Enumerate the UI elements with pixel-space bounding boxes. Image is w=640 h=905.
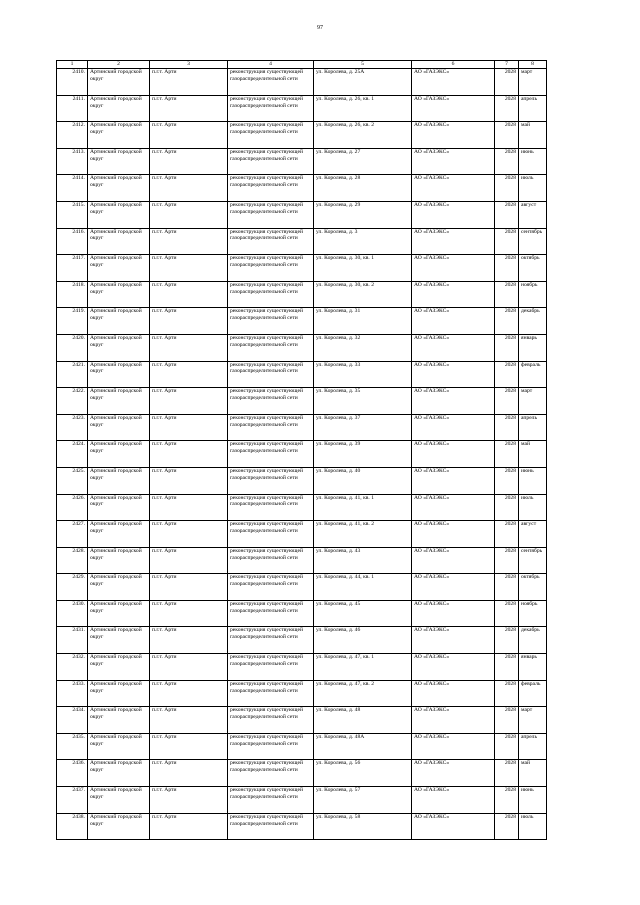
cell-month: август — [519, 201, 547, 228]
cell-work-type: реконструкция существующей газораспределительной сети — [228, 201, 314, 228]
cell-organization: АО «ГАЗЭКС» — [412, 760, 495, 787]
table-row — [57, 654, 547, 681]
cell-row-number: 2418. — [57, 281, 88, 308]
cell-row-number: 2424. — [57, 441, 88, 468]
table-row — [57, 414, 547, 441]
table-body — [57, 69, 547, 840]
cell-work-type: реконструкция существующей газораспределительной сети — [228, 69, 314, 96]
cell-month: февраль — [519, 361, 547, 388]
cell-district: Артинский городской округ — [88, 787, 150, 814]
cell-month: апрель — [519, 414, 547, 441]
cell-address: ул. Королева, д. 46 — [314, 627, 412, 654]
cell-address: ул. Королева, д. 28 — [314, 175, 412, 202]
table-row — [57, 494, 547, 521]
table-row — [57, 281, 547, 308]
cell-month: июль — [519, 175, 547, 202]
cell-address: ул. Королева, д. 31 — [314, 308, 412, 335]
cell-district: Артинский городской округ — [88, 441, 150, 468]
cell-address: ул. Королева, д. 40 — [314, 467, 412, 494]
cell-work-type: реконструкция существующей газораспределительной сети — [228, 361, 314, 388]
cell-month: декабрь — [519, 308, 547, 335]
cell-month: май — [519, 122, 547, 149]
cell-address: ул. Королева, д. 41, кв. 1 — [314, 494, 412, 521]
cell-district: Артинский городской округ — [88, 414, 150, 441]
cell-address: ул. Королева, д. 47, кв. 2 — [314, 680, 412, 707]
cell-row-number: 2427. — [57, 521, 88, 548]
column-header: 4 — [228, 61, 314, 69]
cell-month: июнь — [519, 787, 547, 814]
cell-organization: АО «ГАЗЭКС» — [412, 281, 495, 308]
cell-row-number: 2431. — [57, 627, 88, 654]
cell-district: Артинский городской округ — [88, 175, 150, 202]
cell-row-number: 2426. — [57, 494, 88, 521]
cell-organization: АО «ГАЗЭКС» — [412, 122, 495, 149]
cell-work-type: реконструкция существующей газораспределительной сети — [228, 281, 314, 308]
cell-settlement: п.г.т. Арти — [150, 733, 228, 760]
cell-district: Артинский городской округ — [88, 69, 150, 96]
cell-address: ул. Королева, д. 30, кв. 2 — [314, 281, 412, 308]
cell-organization: АО «ГАЗЭКС» — [412, 467, 495, 494]
cell-district: Артинский городской округ — [88, 467, 150, 494]
cell-settlement: п.г.т. Арти — [150, 95, 228, 122]
cell-settlement: п.г.т. Арти — [150, 494, 228, 521]
cell-address: ул. Королева, д. 32 — [314, 334, 412, 361]
table-row — [57, 680, 547, 707]
cell-organization: АО «ГАЗЭКС» — [412, 494, 495, 521]
cell-organization: АО «ГАЗЭКС» — [412, 787, 495, 814]
cell-settlement: п.г.т. Арти — [150, 228, 228, 255]
column-header: 6 — [412, 61, 495, 69]
cell-settlement: п.г.т. Арти — [150, 308, 228, 335]
cell-year: 2028 — [495, 494, 519, 521]
cell-address: ул. Королева, д. 35 — [314, 388, 412, 415]
cell-settlement: п.г.т. Арти — [150, 441, 228, 468]
cell-month: сентябрь — [519, 228, 547, 255]
cell-settlement: п.г.т. Арти — [150, 521, 228, 548]
cell-address: ул. Королева, д. 57 — [314, 787, 412, 814]
cell-year: 2028 — [495, 760, 519, 787]
cell-work-type: реконструкция существующей газораспределительной сети — [228, 787, 314, 814]
cell-district: Артинский городской округ — [88, 813, 150, 840]
cell-work-type: реконструкция существующей газораспределительной сети — [228, 95, 314, 122]
cell-year: 2028 — [495, 654, 519, 681]
cell-month: ноябрь — [519, 600, 547, 627]
cell-district: Артинский городской округ — [88, 334, 150, 361]
cell-work-type: реконструкция существующей газораспределительной сети — [228, 175, 314, 202]
cell-month: ноябрь — [519, 281, 547, 308]
cell-organization: АО «ГАЗЭКС» — [412, 733, 495, 760]
cell-organization: АО «ГАЗЭКС» — [412, 813, 495, 840]
cell-address: ул. Королева, д. 58 — [314, 813, 412, 840]
cell-month: май — [519, 441, 547, 468]
cell-district: Артинский городской округ — [88, 494, 150, 521]
cell-work-type: реконструкция существующей газораспределительной сети — [228, 441, 314, 468]
cell-row-number: 2413. — [57, 148, 88, 175]
cell-district: Артинский городской округ — [88, 148, 150, 175]
cell-row-number: 2433. — [57, 680, 88, 707]
cell-organization: АО «ГАЗЭКС» — [412, 388, 495, 415]
cell-row-number: 2436. — [57, 760, 88, 787]
column-header: 8 — [519, 61, 547, 69]
cell-settlement: п.г.т. Арти — [150, 281, 228, 308]
cell-work-type: реконструкция существующей газораспределительной сети — [228, 521, 314, 548]
cell-year: 2028 — [495, 521, 519, 548]
table-row — [57, 228, 547, 255]
cell-settlement: п.г.т. Арти — [150, 69, 228, 96]
cell-row-number: 2412. — [57, 122, 88, 149]
cell-work-type: реконструкция существующей газораспределительной сети — [228, 627, 314, 654]
cell-district: Артинский городской округ — [88, 574, 150, 601]
cell-settlement: п.г.т. Арти — [150, 122, 228, 149]
cell-year: 2028 — [495, 228, 519, 255]
cell-work-type: реконструкция существующей газораспределительной сети — [228, 255, 314, 282]
cell-row-number: 2429. — [57, 574, 88, 601]
cell-year: 2028 — [495, 574, 519, 601]
cell-settlement: п.г.т. Арти — [150, 201, 228, 228]
column-header: 5 — [314, 61, 412, 69]
cell-work-type: реконструкция существующей газораспределительной сети — [228, 308, 314, 335]
cell-district: Артинский городской округ — [88, 255, 150, 282]
cell-settlement: п.г.т. Арти — [150, 361, 228, 388]
cell-work-type: реконструкция существующей газораспределительной сети — [228, 547, 314, 574]
cell-work-type: реконструкция существующей газораспределительной сети — [228, 388, 314, 415]
cell-month: июль — [519, 494, 547, 521]
cell-month: июнь — [519, 467, 547, 494]
cell-month: январь — [519, 654, 547, 681]
cell-year: 2028 — [495, 308, 519, 335]
cell-organization: АО «ГАЗЭКС» — [412, 521, 495, 548]
cell-settlement: п.г.т. Арти — [150, 574, 228, 601]
cell-organization: АО «ГАЗЭКС» — [412, 707, 495, 734]
cell-district: Артинский городской округ — [88, 733, 150, 760]
cell-district: Артинский городской округ — [88, 627, 150, 654]
table-row — [57, 175, 547, 202]
table-row — [57, 255, 547, 282]
cell-month: март — [519, 707, 547, 734]
cell-row-number: 2417. — [57, 255, 88, 282]
cell-year: 2028 — [495, 148, 519, 175]
cell-organization: АО «ГАЗЭКС» — [412, 255, 495, 282]
cell-settlement: п.г.т. Арти — [150, 414, 228, 441]
cell-month: апрель — [519, 733, 547, 760]
cell-row-number: 2437. — [57, 787, 88, 814]
cell-settlement: п.г.т. Арти — [150, 627, 228, 654]
table-row — [57, 201, 547, 228]
cell-month: июнь — [519, 148, 547, 175]
cell-settlement: п.г.т. Арти — [150, 707, 228, 734]
cell-settlement: п.г.т. Арти — [150, 175, 228, 202]
cell-year: 2028 — [495, 467, 519, 494]
cell-address: ул. Королева, д. 47, кв. 1 — [314, 654, 412, 681]
cell-year: 2028 — [495, 95, 519, 122]
cell-address: ул. Королева, д. 26, кв. 2 — [314, 122, 412, 149]
cell-year: 2028 — [495, 201, 519, 228]
column-header: 7 — [495, 61, 519, 69]
table-row — [57, 733, 547, 760]
table-row — [57, 521, 547, 548]
table-row — [57, 334, 547, 361]
cell-district: Артинский городской округ — [88, 201, 150, 228]
cell-row-number: 2435. — [57, 733, 88, 760]
cell-address: ул. Королева, д. 48А — [314, 733, 412, 760]
cell-district: Артинский городской округ — [88, 707, 150, 734]
page-number: 97 — [317, 25, 323, 31]
cell-row-number: 2419. — [57, 308, 88, 335]
cell-month: январь — [519, 334, 547, 361]
cell-organization: АО «ГАЗЭКС» — [412, 148, 495, 175]
cell-organization: АО «ГАЗЭКС» — [412, 334, 495, 361]
cell-address: ул. Королева, д. 3 — [314, 228, 412, 255]
cell-district: Артинский городской округ — [88, 760, 150, 787]
cell-organization: АО «ГАЗЭКС» — [412, 201, 495, 228]
cell-district: Артинский городской округ — [88, 228, 150, 255]
cell-district: Артинский городской округ — [88, 680, 150, 707]
cell-year: 2028 — [495, 334, 519, 361]
table-row — [57, 574, 547, 601]
table-row — [57, 600, 547, 627]
cell-district: Артинский городской округ — [88, 654, 150, 681]
cell-settlement: п.г.т. Арти — [150, 467, 228, 494]
cell-year: 2028 — [495, 122, 519, 149]
cell-organization: АО «ГАЗЭКС» — [412, 308, 495, 335]
cell-organization: АО «ГАЗЭКС» — [412, 574, 495, 601]
cell-month: декабрь — [519, 627, 547, 654]
cell-address: ул. Королева, д. 43 — [314, 547, 412, 574]
cell-year: 2028 — [495, 281, 519, 308]
cell-settlement: п.г.т. Арти — [150, 600, 228, 627]
cell-work-type: реконструкция существующей газораспределительной сети — [228, 467, 314, 494]
cell-year: 2028 — [495, 414, 519, 441]
cell-organization: АО «ГАЗЭКС» — [412, 547, 495, 574]
cell-settlement: п.г.т. Арти — [150, 813, 228, 840]
cell-settlement: п.г.т. Арти — [150, 547, 228, 574]
cell-work-type: реконструкция существующей газораспределительной сети — [228, 148, 314, 175]
cell-year: 2028 — [495, 255, 519, 282]
cell-address: ул. Королева, д. 33 — [314, 361, 412, 388]
table-row — [57, 707, 547, 734]
cell-row-number: 2414. — [57, 175, 88, 202]
cell-work-type: реконструкция существующей газораспределительной сети — [228, 654, 314, 681]
registry-table — [56, 60, 547, 840]
cell-district: Артинский городской округ — [88, 521, 150, 548]
cell-address: ул. Королева, д. 25А — [314, 69, 412, 96]
table-row — [57, 813, 547, 840]
table-row — [57, 361, 547, 388]
table-row — [57, 148, 547, 175]
cell-district: Артинский городской округ — [88, 388, 150, 415]
cell-month: июль — [519, 813, 547, 840]
cell-work-type: реконструкция существующей газораспределительной сети — [228, 733, 314, 760]
cell-row-number: 2420. — [57, 334, 88, 361]
cell-address: ул. Королева, д. 45 — [314, 600, 412, 627]
cell-district: Артинский городской округ — [88, 122, 150, 149]
table-row — [57, 787, 547, 814]
cell-address: ул. Королева, д. 26, кв. 1 — [314, 95, 412, 122]
cell-address: ул. Королева, д. 44, кв. 1 — [314, 574, 412, 601]
cell-district: Артинский городской округ — [88, 281, 150, 308]
cell-work-type: реконструкция существующей газораспределительной сети — [228, 680, 314, 707]
cell-settlement: п.г.т. Арти — [150, 654, 228, 681]
cell-work-type: реконструкция существующей газораспределительной сети — [228, 334, 314, 361]
cell-row-number: 2411. — [57, 95, 88, 122]
cell-address: ул. Королева, д. 39 — [314, 441, 412, 468]
cell-settlement: п.г.т. Арти — [150, 148, 228, 175]
table-row — [57, 122, 547, 149]
cell-settlement: п.г.т. Арти — [150, 388, 228, 415]
cell-organization: АО «ГАЗЭКС» — [412, 680, 495, 707]
column-header: 2 — [88, 61, 150, 69]
cell-month: апрель — [519, 95, 547, 122]
cell-organization: АО «ГАЗЭКС» — [412, 600, 495, 627]
cell-year: 2028 — [495, 441, 519, 468]
cell-row-number: 2415. — [57, 201, 88, 228]
cell-address: ул. Королева, д. 48 — [314, 707, 412, 734]
cell-row-number: 2438. — [57, 813, 88, 840]
cell-month: октябрь — [519, 255, 547, 282]
cell-month: март — [519, 69, 547, 96]
cell-row-number: 2410. — [57, 69, 88, 96]
cell-address: ул. Королева, д. 27 — [314, 148, 412, 175]
cell-district: Артинский городской округ — [88, 95, 150, 122]
cell-district: Артинский городской округ — [88, 600, 150, 627]
column-header: 3 — [150, 61, 228, 69]
table-row — [57, 308, 547, 335]
cell-district: Артинский городской округ — [88, 547, 150, 574]
cell-address: ул. Королева, д. 56 — [314, 760, 412, 787]
table-header-row — [57, 61, 547, 69]
cell-district: Артинский городской округ — [88, 361, 150, 388]
cell-row-number: 2428. — [57, 547, 88, 574]
cell-work-type: реконструкция существующей газораспределительной сети — [228, 707, 314, 734]
cell-year: 2028 — [495, 361, 519, 388]
cell-work-type: реконструкция существующей газораспределительной сети — [228, 813, 314, 840]
cell-district: Артинский городской округ — [88, 308, 150, 335]
cell-month: сентябрь — [519, 547, 547, 574]
table-row — [57, 388, 547, 415]
cell-work-type: реконструкция существующей газораспределительной сети — [228, 228, 314, 255]
cell-month: февраль — [519, 680, 547, 707]
table-row — [57, 95, 547, 122]
cell-settlement: п.г.т. Арти — [150, 680, 228, 707]
cell-month: май — [519, 760, 547, 787]
table-row — [57, 69, 547, 96]
cell-organization: АО «ГАЗЭКС» — [412, 361, 495, 388]
table-row — [57, 547, 547, 574]
cell-row-number: 2425. — [57, 467, 88, 494]
cell-year: 2028 — [495, 388, 519, 415]
cell-organization: АО «ГАЗЭКС» — [412, 414, 495, 441]
cell-organization: АО «ГАЗЭКС» — [412, 95, 495, 122]
cell-address: ул. Королева, д. 37 — [314, 414, 412, 441]
cell-work-type: реконструкция существующей газораспределительной сети — [228, 122, 314, 149]
cell-row-number: 2416. — [57, 228, 88, 255]
cell-settlement: п.г.т. Арти — [150, 334, 228, 361]
cell-year: 2028 — [495, 707, 519, 734]
cell-year: 2028 — [495, 733, 519, 760]
cell-year: 2028 — [495, 813, 519, 840]
cell-row-number: 2430. — [57, 600, 88, 627]
cell-year: 2028 — [495, 175, 519, 202]
cell-work-type: реконструкция существующей газораспределительной сети — [228, 760, 314, 787]
cell-row-number: 2422. — [57, 388, 88, 415]
cell-work-type: реконструкция существующей газораспределительной сети — [228, 414, 314, 441]
cell-year: 2028 — [495, 547, 519, 574]
table-row — [57, 760, 547, 787]
cell-settlement: п.г.т. Арти — [150, 255, 228, 282]
cell-month: март — [519, 388, 547, 415]
cell-organization: АО «ГАЗЭКС» — [412, 654, 495, 681]
cell-work-type: реконструкция существующей газораспределительной сети — [228, 600, 314, 627]
cell-settlement: п.г.т. Арти — [150, 787, 228, 814]
table-row — [57, 467, 547, 494]
cell-organization: АО «ГАЗЭКС» — [412, 175, 495, 202]
cell-year: 2028 — [495, 600, 519, 627]
cell-organization: АО «ГАЗЭКС» — [412, 441, 495, 468]
cell-month: октябрь — [519, 574, 547, 601]
cell-row-number: 2434. — [57, 707, 88, 734]
cell-organization: АО «ГАЗЭКС» — [412, 69, 495, 96]
cell-work-type: реконструкция существующей газораспределительной сети — [228, 574, 314, 601]
cell-month: август — [519, 521, 547, 548]
cell-organization: АО «ГАЗЭКС» — [412, 228, 495, 255]
cell-row-number: 2423. — [57, 414, 88, 441]
cell-address: ул. Королева, д. 41, кв. 2 — [314, 521, 412, 548]
cell-year: 2028 — [495, 69, 519, 96]
cell-row-number: 2432. — [57, 654, 88, 681]
cell-settlement: п.г.т. Арти — [150, 760, 228, 787]
cell-address: ул. Королева, д. 29 — [314, 201, 412, 228]
cell-row-number: 2421. — [57, 361, 88, 388]
cell-year: 2028 — [495, 680, 519, 707]
column-header: 1 — [57, 61, 88, 69]
cell-year: 2028 — [495, 627, 519, 654]
cell-work-type: реконструкция существующей газораспределительной сети — [228, 494, 314, 521]
cell-address: ул. Королева, д. 30, кв. 1 — [314, 255, 412, 282]
table-row — [57, 627, 547, 654]
cell-organization: АО «ГАЗЭКС» — [412, 627, 495, 654]
cell-year: 2028 — [495, 787, 519, 814]
table-row — [57, 441, 547, 468]
